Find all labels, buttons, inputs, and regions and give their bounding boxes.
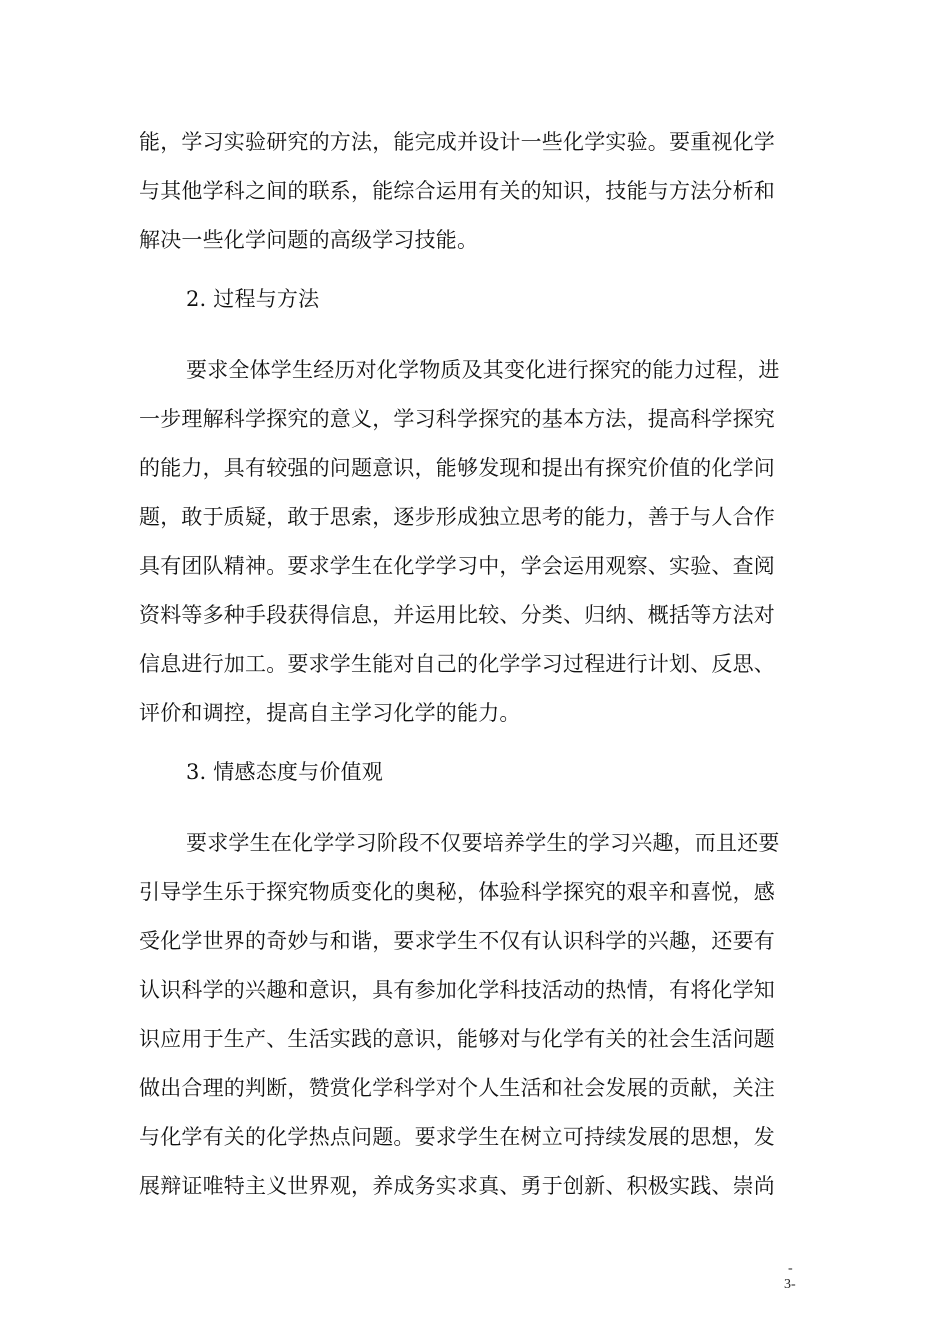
paragraph-line: 与其他学科之间的联系，能综合运用有关的知识，技能与方法分析和 — [139, 179, 775, 203]
paragraph-line: 引导学生乐于探究物质变化的奥秘，体验科学探究的艰辛和喜悦，感 — [139, 880, 775, 904]
paragraph-line: 资料等多种手段获得信息，并运用比较、分类、归纳、概括等方法对 — [139, 603, 775, 627]
paragraph-line: 题，敢于质疑，敢于思索，逐步形成独立思考的能力，善于与人合作 — [139, 505, 775, 529]
paragraph-line: 评价和调控，提高自主学习化学的能力。 — [139, 701, 521, 725]
paragraph-line: 展辩证唯特主义世界观，养成务实求真、勇于创新、积极实践、崇尚 — [139, 1174, 775, 1198]
paragraph-line: 要求学生在化学学习阶段不仅要培养学生的学习兴趣，而且还要 — [186, 831, 780, 855]
paragraph-line: 的能力，具有较强的问题意识，能够发现和提出有探究价值的化学问 — [139, 456, 775, 480]
section-heading-process-and-method: 2. 过程与方法 — [186, 287, 320, 311]
page-number-dash: - — [788, 1261, 793, 1276]
section-heading-attitudes-and-values: 3. 情感态度与价值观 — [186, 760, 383, 784]
paragraph-line: 一步理解科学探究的意义，学习科学探究的基本方法，提高科学探究 — [139, 407, 775, 431]
paragraph-line: 具有团队精神。要求学生在化学学习中，学会运用观察、实验、查阅 — [139, 554, 775, 578]
page-number: 3- — [784, 1277, 796, 1292]
paragraph-line: 能，学习实验研究的方法，能完成并设计一些化学实验。要重视化学 — [139, 130, 775, 154]
paragraph-line: 信息进行加工。要求学生能对自己的化学学习过程进行计划、反思、 — [139, 652, 775, 676]
paragraph-line: 做出合理的判断，赞赏化学科学对个人生活和社会发展的贡献，关注 — [139, 1076, 775, 1100]
paragraph-line: 要求全体学生经历对化学物质及其变化进行探究的能力过程，进 — [186, 358, 780, 382]
paragraph-line: 解决一些化学问题的高级学习技能。 — [139, 228, 479, 252]
paragraph-line: 认识科学的兴趣和意识，具有参加化学科技活动的热情，有将化学知 — [139, 978, 775, 1002]
paragraph-line: 与化学有关的化学热点问题。要求学生在树立可持续发展的思想，发 — [139, 1125, 775, 1149]
paragraph-line: 受化学世界的奇妙与和谐，要求学生不仅有认识科学的兴趣，还要有 — [139, 929, 775, 953]
paragraph-line: 识应用于生产、生活实践的意识，能够对与化学有关的社会生活问题 — [139, 1027, 775, 1051]
